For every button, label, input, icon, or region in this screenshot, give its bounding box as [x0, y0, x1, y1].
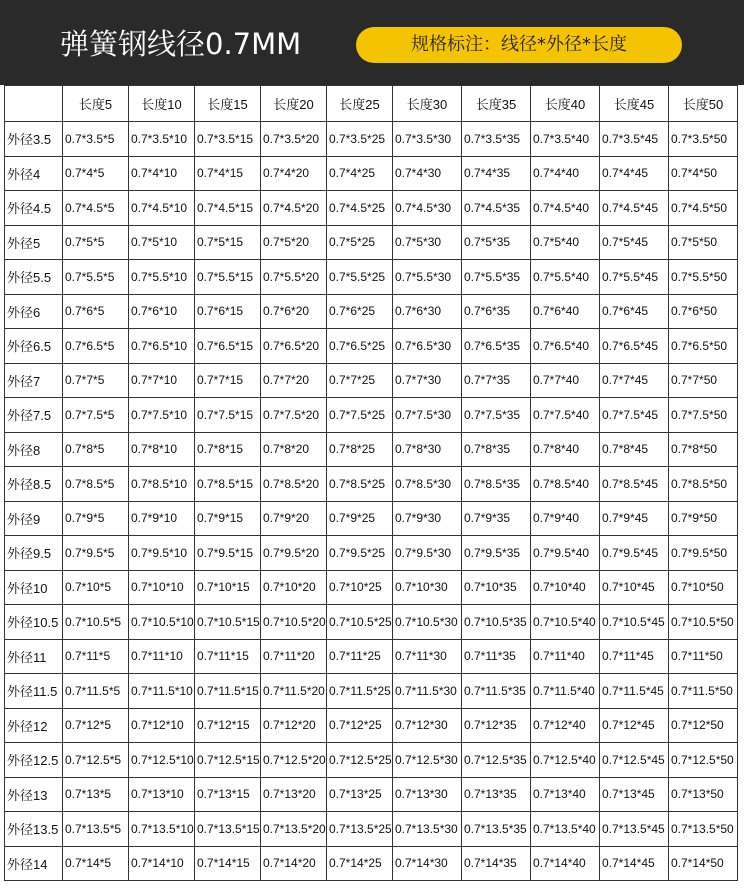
table-row	[5, 260, 738, 295]
table-cell: 0.7*8*15	[195, 432, 261, 467]
table-cell: 0.7*6*10	[129, 294, 195, 329]
table-cell: 0.7*10.5*15	[195, 605, 261, 640]
table-cell: 0.7*6.5*20	[261, 329, 327, 364]
table-cell: 0.7*13.5*10	[129, 812, 195, 847]
table-cell: 0.7*9*30	[393, 501, 462, 536]
corner-cell	[5, 86, 63, 122]
table-cell: 0.7*6*45	[600, 294, 669, 329]
table-cell: 0.7*11*45	[600, 639, 669, 674]
table-cell: 0.7*10.5*5	[63, 605, 129, 640]
column-header: 长度30	[393, 86, 462, 122]
row-label: 外径14	[5, 846, 63, 881]
row-label: 外径4.5	[5, 191, 63, 226]
table-cell: 0.7*6*5	[63, 294, 129, 329]
table-row	[5, 191, 738, 226]
table-cell: 0.7*8.5*40	[531, 467, 600, 502]
table-cell: 0.7*13.5*30	[393, 812, 462, 847]
table-cell: 0.7*9.5*35	[462, 536, 531, 571]
table-cell: 0.7*13*35	[462, 777, 531, 812]
table-cell: 0.7*7.5*35	[462, 398, 531, 433]
table-cell: 0.7*5.5*25	[327, 260, 393, 295]
table-cell: 0.7*8.5*10	[129, 467, 195, 502]
table-cell: 0.7*12*30	[393, 708, 462, 743]
table-cell: 0.7*10.5*10	[129, 605, 195, 640]
table-cell: 0.7*11.5*45	[600, 674, 669, 709]
table-cell: 0.7*14*20	[261, 846, 327, 881]
table-cell: 0.7*9.5*15	[195, 536, 261, 571]
table-cell: 0.7*8*50	[669, 432, 738, 467]
table-cell: 0.7*10*45	[600, 570, 669, 605]
table-cell: 0.7*11*35	[462, 639, 531, 674]
table-cell: 0.7*4*5	[63, 156, 129, 191]
table-cell: 0.7*14*45	[600, 846, 669, 881]
table-cell: 0.7*10.5*20	[261, 605, 327, 640]
table-row	[5, 122, 738, 157]
table-cell: 0.7*13.5*50	[669, 812, 738, 847]
table-cell: 0.7*6.5*45	[600, 329, 669, 364]
table-cell: 0.7*11*40	[531, 639, 600, 674]
table-cell: 0.7*9.5*10	[129, 536, 195, 571]
table-cell: 0.7*5*40	[531, 225, 600, 260]
table-cell: 0.7*13*20	[261, 777, 327, 812]
row-label: 外径13	[5, 777, 63, 812]
table-cell: 0.7*6.5*50	[669, 329, 738, 364]
table-row	[5, 812, 738, 847]
table-cell: 0.7*7*25	[327, 363, 393, 398]
table-cell: 0.7*14*15	[195, 846, 261, 881]
header-row	[5, 86, 738, 122]
table-cell: 0.7*7.5*10	[129, 398, 195, 433]
table-row	[5, 329, 738, 364]
table-cell: 0.7*11.5*15	[195, 674, 261, 709]
table-cell: 0.7*11.5*10	[129, 674, 195, 709]
table-cell: 0.7*6.5*15	[195, 329, 261, 364]
table-row	[5, 570, 738, 605]
table-cell: 0.7*10*25	[327, 570, 393, 605]
table-cell: 0.7*10*15	[195, 570, 261, 605]
table-row	[5, 605, 738, 640]
table-cell: 0.7*6*30	[393, 294, 462, 329]
row-label: 外径12	[5, 708, 63, 743]
row-label: 外径7	[5, 363, 63, 398]
table-cell: 0.7*14*35	[462, 846, 531, 881]
table-row	[5, 225, 738, 260]
table-cell: 0.7*11*30	[393, 639, 462, 674]
table-cell: 0.7*11*20	[261, 639, 327, 674]
table-cell: 0.7*10.5*50	[669, 605, 738, 640]
table-cell: 0.7*5.5*10	[129, 260, 195, 295]
table-cell: 0.7*4*10	[129, 156, 195, 191]
column-header: 长度35	[462, 86, 531, 122]
table-cell: 0.7*4*25	[327, 156, 393, 191]
table-cell: 0.7*12*50	[669, 708, 738, 743]
table-cell: 0.7*13*40	[531, 777, 600, 812]
column-header: 长度25	[327, 86, 393, 122]
table-cell: 0.7*13*30	[393, 777, 462, 812]
table-cell: 0.7*8.5*20	[261, 467, 327, 502]
table-cell: 0.7*3.5*20	[261, 122, 327, 157]
column-header: 长度40	[531, 86, 600, 122]
table-cell: 0.7*8*25	[327, 432, 393, 467]
table-cell: 0.7*12*40	[531, 708, 600, 743]
table-cell: 0.7*7.5*25	[327, 398, 393, 433]
table-cell: 0.7*7*30	[393, 363, 462, 398]
table-cell: 0.7*4*20	[261, 156, 327, 191]
table-cell: 0.7*3.5*15	[195, 122, 261, 157]
table-cell: 0.7*13*15	[195, 777, 261, 812]
table-cell: 0.7*7.5*50	[669, 398, 738, 433]
table-row	[5, 294, 738, 329]
table-cell: 0.7*8.5*45	[600, 467, 669, 502]
table-cell: 0.7*5.5*20	[261, 260, 327, 295]
table-cell: 0.7*5*10	[129, 225, 195, 260]
table-cell: 0.7*4*50	[669, 156, 738, 191]
table-cell: 0.7*8*10	[129, 432, 195, 467]
table-cell: 0.7*11.5*30	[393, 674, 462, 709]
table-cell: 0.7*5.5*5	[63, 260, 129, 295]
table-cell: 0.7*9*15	[195, 501, 261, 536]
table-cell: 0.7*3.5*35	[462, 122, 531, 157]
table-cell: 0.7*5.5*40	[531, 260, 600, 295]
table-cell: 0.7*9*45	[600, 501, 669, 536]
table-row	[5, 536, 738, 571]
row-label: 外径3.5	[5, 122, 63, 157]
table-cell: 0.7*4*35	[462, 156, 531, 191]
table-cell: 0.7*10*50	[669, 570, 738, 605]
spec-table	[4, 85, 738, 881]
table-cell: 0.7*4.5*10	[129, 191, 195, 226]
table-cell: 0.7*5*35	[462, 225, 531, 260]
table-cell: 0.7*8*20	[261, 432, 327, 467]
table-cell: 0.7*14*40	[531, 846, 600, 881]
table-cell: 0.7*9*50	[669, 501, 738, 536]
table-row	[5, 777, 738, 812]
table-cell: 0.7*4*45	[600, 156, 669, 191]
table-cell: 0.7*11*15	[195, 639, 261, 674]
table-cell: 0.7*12.5*40	[531, 743, 600, 778]
table-cell: 0.7*9.5*25	[327, 536, 393, 571]
table-cell: 0.7*10.5*45	[600, 605, 669, 640]
header-banner	[0, 0, 744, 85]
row-label: 外径10.5	[5, 605, 63, 640]
table-cell: 0.7*5.5*50	[669, 260, 738, 295]
table-cell: 0.7*12*35	[462, 708, 531, 743]
table-row	[5, 743, 738, 778]
page-title: 弹簧钢线径0.7MM	[60, 27, 302, 61]
table-cell: 0.7*12.5*30	[393, 743, 462, 778]
table-cell: 0.7*6.5*40	[531, 329, 600, 364]
table-cell: 0.7*13*45	[600, 777, 669, 812]
table-cell: 0.7*6*50	[669, 294, 738, 329]
column-header: 长度20	[261, 86, 327, 122]
table-cell: 0.7*14*25	[327, 846, 393, 881]
table-cell: 0.7*6.5*30	[393, 329, 462, 364]
table-cell: 0.7*4.5*15	[195, 191, 261, 226]
table-cell: 0.7*7*15	[195, 363, 261, 398]
table-cell: 0.7*14*5	[63, 846, 129, 881]
table-cell: 0.7*12.5*20	[261, 743, 327, 778]
table-cell: 0.7*9.5*20	[261, 536, 327, 571]
table-cell: 0.7*6*25	[327, 294, 393, 329]
row-label: 外径7.5	[5, 398, 63, 433]
table-cell: 0.7*13.5*25	[327, 812, 393, 847]
table-cell: 0.7*8*5	[63, 432, 129, 467]
table-cell: 0.7*9*40	[531, 501, 600, 536]
table-cell: 0.7*9.5*50	[669, 536, 738, 571]
row-label: 外径12.5	[5, 743, 63, 778]
table-cell: 0.7*8.5*35	[462, 467, 531, 502]
table-cell: 0.7*9*10	[129, 501, 195, 536]
table-cell: 0.7*11.5*40	[531, 674, 600, 709]
table-cell: 0.7*13.5*20	[261, 812, 327, 847]
table-cell: 0.7*10*40	[531, 570, 600, 605]
table-cell: 0.7*12*45	[600, 708, 669, 743]
table-cell: 0.7*13*5	[63, 777, 129, 812]
table-cell: 0.7*10*10	[129, 570, 195, 605]
table-cell: 0.7*10.5*35	[462, 605, 531, 640]
table-cell: 0.7*10*30	[393, 570, 462, 605]
table-cell: 0.7*7*50	[669, 363, 738, 398]
table-cell: 0.7*8.5*25	[327, 467, 393, 502]
table-row	[5, 432, 738, 467]
table-cell: 0.7*6*40	[531, 294, 600, 329]
table-cell: 0.7*12*15	[195, 708, 261, 743]
table-cell: 0.7*6.5*25	[327, 329, 393, 364]
table-row	[5, 674, 738, 709]
table-row	[5, 156, 738, 191]
row-label: 外径11	[5, 639, 63, 674]
table-cell: 0.7*8.5*30	[393, 467, 462, 502]
table-row	[5, 467, 738, 502]
table-cell: 0.7*9*20	[261, 501, 327, 536]
row-label: 外径11.5	[5, 674, 63, 709]
row-label: 外径5.5	[5, 260, 63, 295]
table-cell: 0.7*7*45	[600, 363, 669, 398]
table-cell: 0.7*13*25	[327, 777, 393, 812]
row-label: 外径6	[5, 294, 63, 329]
table-cell: 0.7*13*10	[129, 777, 195, 812]
table-cell: 0.7*8*45	[600, 432, 669, 467]
table-cell: 0.7*9.5*5	[63, 536, 129, 571]
table-cell: 0.7*6*35	[462, 294, 531, 329]
table-cell: 0.7*4*15	[195, 156, 261, 191]
table-cell: 0.7*10*35	[462, 570, 531, 605]
table-cell: 0.7*12*5	[63, 708, 129, 743]
table-cell: 0.7*13.5*35	[462, 812, 531, 847]
table-cell: 0.7*5*20	[261, 225, 327, 260]
table-cell: 0.7*12*10	[129, 708, 195, 743]
table-cell: 0.7*6.5*35	[462, 329, 531, 364]
table-cell: 0.7*5.5*45	[600, 260, 669, 295]
table-cell: 0.7*10.5*40	[531, 605, 600, 640]
table-cell: 0.7*4.5*40	[531, 191, 600, 226]
table-cell: 0.7*11.5*35	[462, 674, 531, 709]
table-cell: 0.7*4.5*30	[393, 191, 462, 226]
table-cell: 0.7*7.5*45	[600, 398, 669, 433]
table-cell: 0.7*12*20	[261, 708, 327, 743]
table-cell: 0.7*3.5*50	[669, 122, 738, 157]
table-cell: 0.7*10*5	[63, 570, 129, 605]
table-cell: 0.7*10*20	[261, 570, 327, 605]
table-cell: 0.7*6*20	[261, 294, 327, 329]
table-row	[5, 708, 738, 743]
table-cell: 0.7*13.5*5	[63, 812, 129, 847]
table-cell: 0.7*12.5*25	[327, 743, 393, 778]
table-cell: 0.7*10.5*30	[393, 605, 462, 640]
table-cell: 0.7*14*30	[393, 846, 462, 881]
table-cell: 0.7*11*10	[129, 639, 195, 674]
table-cell: 0.7*9.5*40	[531, 536, 600, 571]
table-cell: 0.7*5*50	[669, 225, 738, 260]
column-header: 长度5	[63, 86, 129, 122]
table-cell: 0.7*4.5*35	[462, 191, 531, 226]
table-cell: 0.7*12.5*35	[462, 743, 531, 778]
table-cell: 0.7*4*40	[531, 156, 600, 191]
table-cell: 0.7*7*10	[129, 363, 195, 398]
table-cell: 0.7*11*25	[327, 639, 393, 674]
table-cell: 0.7*6.5*10	[129, 329, 195, 364]
table-cell: 0.7*5*45	[600, 225, 669, 260]
table-cell: 0.7*8*35	[462, 432, 531, 467]
table-row	[5, 501, 738, 536]
table-cell: 0.7*4.5*5	[63, 191, 129, 226]
table-cell: 0.7*5*5	[63, 225, 129, 260]
table-cell: 0.7*7*5	[63, 363, 129, 398]
table-cell: 0.7*9*5	[63, 501, 129, 536]
row-label: 外径8	[5, 432, 63, 467]
table-cell: 0.7*11*50	[669, 639, 738, 674]
table-cell: 0.7*7*35	[462, 363, 531, 398]
table-cell: 0.7*8*30	[393, 432, 462, 467]
table-cell: 0.7*3.5*40	[531, 122, 600, 157]
table-cell: 0.7*5*15	[195, 225, 261, 260]
table-cell: 0.7*4.5*50	[669, 191, 738, 226]
table-cell: 0.7*4.5*45	[600, 191, 669, 226]
table-cell: 0.7*11*5	[63, 639, 129, 674]
row-label: 外径9.5	[5, 536, 63, 571]
row-label: 外径13.5	[5, 812, 63, 847]
table-cell: 0.7*3.5*30	[393, 122, 462, 157]
table-cell: 0.7*4.5*20	[261, 191, 327, 226]
table-cell: 0.7*12.5*5	[63, 743, 129, 778]
table-cell: 0.7*10.5*25	[327, 605, 393, 640]
row-label: 外径5	[5, 225, 63, 260]
table-cell: 0.7*13.5*45	[600, 812, 669, 847]
table-row	[5, 846, 738, 881]
table-cell: 0.7*11.5*5	[63, 674, 129, 709]
table-cell: 0.7*12.5*50	[669, 743, 738, 778]
column-header: 长度50	[669, 86, 738, 122]
table-cell: 0.7*9.5*45	[600, 536, 669, 571]
table-cell: 0.7*11.5*20	[261, 674, 327, 709]
row-label: 外径4	[5, 156, 63, 191]
table-cell: 0.7*12*25	[327, 708, 393, 743]
table-cell: 0.7*3.5*5	[63, 122, 129, 157]
table-cell: 0.7*3.5*25	[327, 122, 393, 157]
table-cell: 0.7*5.5*35	[462, 260, 531, 295]
table-cell: 0.7*14*50	[669, 846, 738, 881]
table-cell: 0.7*12.5*15	[195, 743, 261, 778]
row-label: 外径8.5	[5, 467, 63, 502]
table-cell: 0.7*11.5*50	[669, 674, 738, 709]
table-cell: 0.7*7.5*30	[393, 398, 462, 433]
spec-label-badge: 规格标注：线径*外径*长度	[356, 27, 682, 63]
table-cell: 0.7*7.5*5	[63, 398, 129, 433]
table-row	[5, 398, 738, 433]
table-cell: 0.7*7.5*15	[195, 398, 261, 433]
table-row	[5, 639, 738, 674]
table-cell: 0.7*7.5*20	[261, 398, 327, 433]
table-cell: 0.7*9*25	[327, 501, 393, 536]
table-cell: 0.7*9*35	[462, 501, 531, 536]
table-cell: 0.7*8.5*5	[63, 467, 129, 502]
table-cell: 0.7*6.5*5	[63, 329, 129, 364]
table-cell: 0.7*12.5*45	[600, 743, 669, 778]
table-cell: 0.7*6*15	[195, 294, 261, 329]
row-label: 外径6.5	[5, 329, 63, 364]
table-cell: 0.7*3.5*45	[600, 122, 669, 157]
column-header: 长度15	[195, 86, 261, 122]
row-label: 外径10	[5, 570, 63, 605]
table-cell: 0.7*5*25	[327, 225, 393, 260]
table-cell: 0.7*9.5*30	[393, 536, 462, 571]
table-cell: 0.7*8.5*15	[195, 467, 261, 502]
table-cell: 0.7*12.5*10	[129, 743, 195, 778]
table-cell: 0.7*7*40	[531, 363, 600, 398]
table-cell: 0.7*8.5*50	[669, 467, 738, 502]
table-cell: 0.7*5*30	[393, 225, 462, 260]
table-cell: 0.7*14*10	[129, 846, 195, 881]
column-header: 长度10	[129, 86, 195, 122]
column-header: 长度45	[600, 86, 669, 122]
table-cell: 0.7*11.5*25	[327, 674, 393, 709]
table-cell: 0.7*13.5*40	[531, 812, 600, 847]
table-cell: 0.7*13*50	[669, 777, 738, 812]
table-cell: 0.7*5.5*15	[195, 260, 261, 295]
table-row	[5, 363, 738, 398]
table-cell: 0.7*13.5*15	[195, 812, 261, 847]
table-cell: 0.7*3.5*10	[129, 122, 195, 157]
table-cell: 0.7*4.5*25	[327, 191, 393, 226]
table-cell: 0.7*8*40	[531, 432, 600, 467]
table-cell: 0.7*7.5*40	[531, 398, 600, 433]
row-label: 外径9	[5, 501, 63, 536]
table-cell: 0.7*4*30	[393, 156, 462, 191]
table-cell: 0.7*5.5*30	[393, 260, 462, 295]
table-cell: 0.7*7*20	[261, 363, 327, 398]
